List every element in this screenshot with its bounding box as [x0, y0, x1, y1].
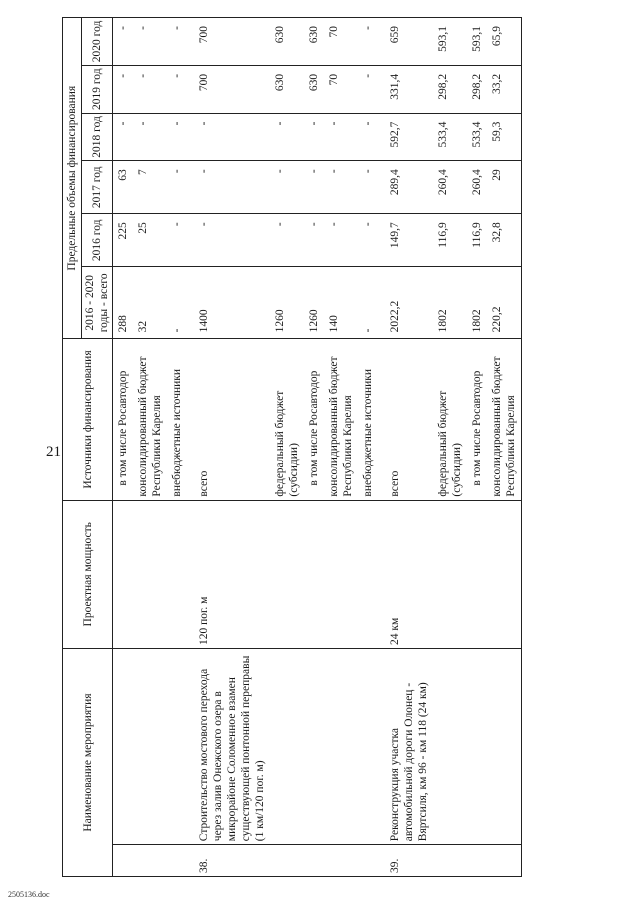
value-year: - [133, 65, 167, 113]
measure-name [133, 649, 167, 845]
value-year: 630 [304, 18, 324, 66]
table-row [358, 18, 378, 877]
header-volumes: Предельные объемы финансирования [63, 18, 82, 339]
value-total: 1260 [270, 267, 304, 339]
financing-table [62, 17, 522, 877]
table-row [133, 18, 167, 877]
row-number [433, 845, 467, 877]
value-year: - [270, 161, 304, 214]
table-row [270, 18, 304, 877]
table-row [433, 18, 467, 877]
source-cell: в том числе Росавтодор [304, 339, 324, 500]
source-cell: федеральный бюджет (субсидии) [270, 339, 304, 500]
value-year: 592,7 [378, 113, 433, 161]
table-row [167, 18, 187, 877]
row-number [113, 845, 134, 877]
value-year: - [304, 214, 324, 267]
value-year: - [324, 113, 358, 161]
row-number [167, 845, 187, 877]
value-year: 289,4 [378, 161, 433, 214]
table-body [113, 18, 522, 877]
value-year: 32,8 [487, 214, 522, 267]
capacity-cell [467, 500, 487, 648]
value-total: 1802 [433, 267, 467, 339]
row-number [304, 845, 324, 877]
table-row [487, 18, 522, 877]
value-year: - [358, 113, 378, 161]
value-year: 29 [487, 161, 522, 214]
measure-name [113, 649, 134, 845]
source-cell: консолидированный бюджет Республики Карелия [133, 339, 167, 500]
measure-name [358, 649, 378, 845]
measure-name [467, 649, 487, 845]
footer-doc-code: 2505136.doc [8, 890, 50, 899]
row-number [487, 845, 522, 877]
value-year: - [167, 214, 187, 267]
row-number [467, 845, 487, 877]
value-year: 116,9 [467, 214, 487, 267]
measure-name [167, 649, 187, 845]
value-year: 298,2 [433, 65, 467, 113]
value-year: - [187, 214, 270, 267]
header-2017: 2017 год [82, 161, 113, 214]
capacity-cell [133, 500, 167, 648]
value-year: - [270, 113, 304, 161]
value-year: 260,4 [433, 161, 467, 214]
value-year: 25 [133, 214, 167, 267]
row-number: 39. [378, 845, 433, 877]
value-year: - [358, 65, 378, 113]
rotated-table-container [62, 17, 638, 877]
table-row [324, 18, 358, 877]
value-year: 331,4 [378, 65, 433, 113]
value-total: 140 [324, 267, 358, 339]
source-cell: всего [378, 339, 433, 500]
measure-name [324, 649, 358, 845]
capacity-cell [270, 500, 304, 648]
value-year: 700 [187, 65, 270, 113]
value-year: 533,4 [433, 113, 467, 161]
header-name: Наименование мероприятия [63, 649, 113, 877]
value-year: - [358, 161, 378, 214]
source-cell: консолидированный бюджет Республики Карелия [487, 339, 522, 500]
value-total: 288 [113, 267, 134, 339]
value-year: - [133, 113, 167, 161]
row-number [358, 845, 378, 877]
value-total: 1400 [187, 267, 270, 339]
value-year: 630 [270, 18, 304, 66]
row-number [324, 845, 358, 877]
row-number: 38. [187, 845, 270, 877]
measure-name [304, 649, 324, 845]
capacity-cell: 24 км [378, 500, 433, 648]
header-2016: 2016 год [82, 214, 113, 267]
value-year: 260,4 [467, 161, 487, 214]
value-total: 1802 [467, 267, 487, 339]
table-row [378, 18, 433, 877]
value-year: 298,2 [467, 65, 487, 113]
source-cell: всего [187, 339, 270, 500]
header-2018: 2018 год [82, 113, 113, 161]
value-year: 630 [270, 65, 304, 113]
value-total: - [358, 267, 378, 339]
value-year: - [358, 214, 378, 267]
value-year: 593,1 [433, 18, 467, 66]
value-year: 7 [133, 161, 167, 214]
value-year: 700 [187, 18, 270, 66]
value-year: - [167, 161, 187, 214]
header-2020: 2020 год [82, 18, 113, 66]
value-year: - [358, 18, 378, 66]
value-year: - [187, 113, 270, 161]
value-year: - [113, 113, 134, 161]
measure-name: Строительство мостового перехода через залив Онежского озера в микрорайоне Соломенное взамен существующей понтонной переправы (1 км/120 пог. м) [187, 649, 270, 845]
row-number [270, 845, 304, 877]
header-2019: 2019 год [82, 65, 113, 113]
value-year: 225 [113, 214, 134, 267]
value-year: 659 [378, 18, 433, 66]
value-year: 63 [113, 161, 134, 214]
value-total: 220,2 [487, 267, 522, 339]
source-cell: внебюджетные источники [167, 339, 187, 500]
capacity-cell [358, 500, 378, 648]
table-row [304, 18, 324, 877]
value-year: - [167, 65, 187, 113]
value-year: 593,1 [467, 18, 487, 66]
value-total: - [167, 267, 187, 339]
capacity-cell [304, 500, 324, 648]
page-number: 21 [46, 444, 61, 460]
value-total: 32 [133, 267, 167, 339]
value-year: - [167, 18, 187, 66]
header-total: 2016 - 2020 годы - всего [82, 267, 113, 339]
value-year: - [113, 65, 134, 113]
source-cell: в том числе Росавтодор [113, 339, 134, 500]
table-row [187, 18, 270, 877]
value-total: 2022,2 [378, 267, 433, 339]
value-year: - [167, 113, 187, 161]
source-cell: в том числе Росавтодор [467, 339, 487, 500]
measure-name: Реконструкция участка автомобильной дороги Олонец - Вяртсиля, км 96 - км 118 (24 км) [378, 649, 433, 845]
value-year: - [304, 161, 324, 214]
value-year: 630 [304, 65, 324, 113]
value-year: - [113, 18, 134, 66]
value-year: 70 [324, 18, 358, 66]
header-source: Источники финансирования [63, 339, 113, 500]
measure-name [270, 649, 304, 845]
table-row [467, 18, 487, 877]
capacity-cell [487, 500, 522, 648]
value-year: 533,4 [467, 113, 487, 161]
value-year: 116,9 [433, 214, 467, 267]
value-year: - [324, 161, 358, 214]
value-year: - [324, 214, 358, 267]
value-year: 65,9 [487, 18, 522, 66]
capacity-cell [433, 500, 467, 648]
value-year: 149,7 [378, 214, 433, 267]
value-year: - [304, 113, 324, 161]
source-cell: внебюджетные источники [358, 339, 378, 500]
table-row [113, 18, 134, 877]
value-year: - [133, 18, 167, 66]
value-year: 59,3 [487, 113, 522, 161]
value-year: 70 [324, 65, 358, 113]
value-total: 1260 [304, 267, 324, 339]
source-cell: федеральный бюджет (субсидии) [433, 339, 467, 500]
value-year: - [187, 161, 270, 214]
source-cell: консолидированный бюджет Республики Карелия [324, 339, 358, 500]
measure-name [433, 649, 467, 845]
capacity-cell: 120 пог. м [187, 500, 270, 648]
capacity-cell [113, 500, 134, 648]
capacity-cell [324, 500, 358, 648]
measure-name [487, 649, 522, 845]
capacity-cell [167, 500, 187, 648]
header-capacity: Проектная мощность [63, 500, 113, 648]
value-year: - [270, 214, 304, 267]
value-year: 33,2 [487, 65, 522, 113]
row-number [133, 845, 167, 877]
